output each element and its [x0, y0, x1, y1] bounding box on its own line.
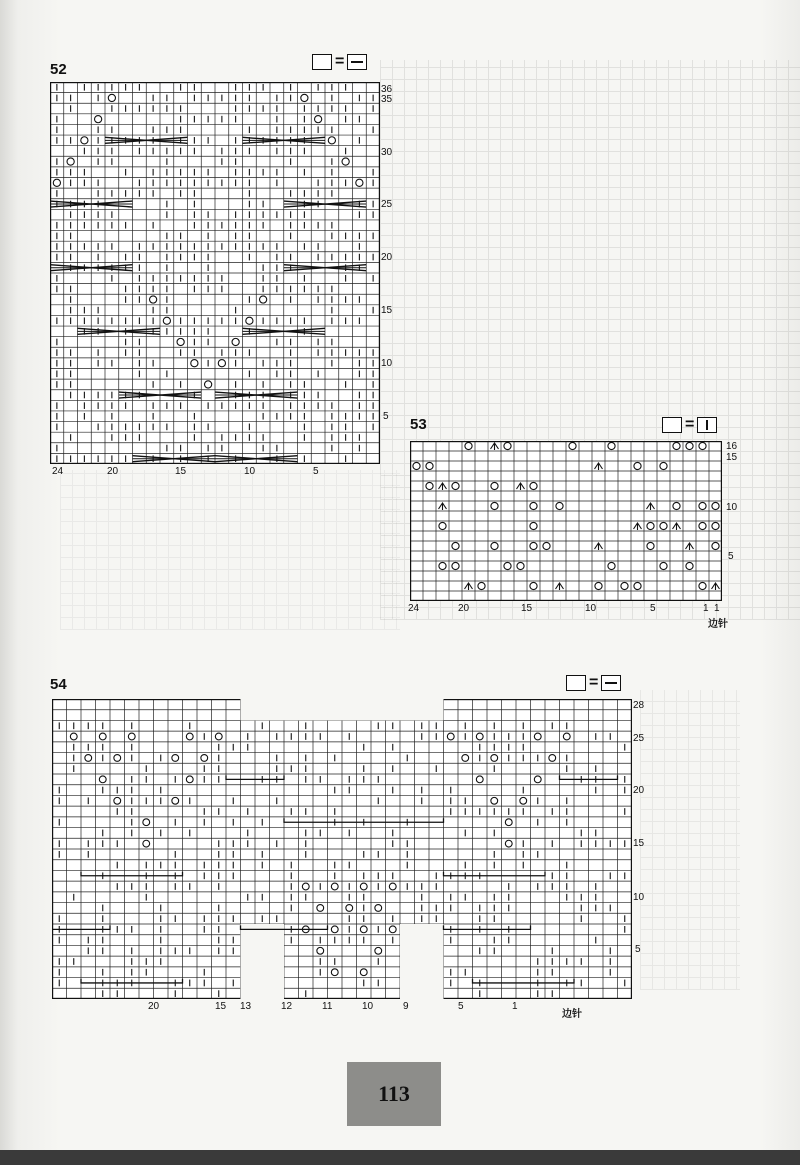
yarn-over-circle	[331, 969, 338, 976]
yarn-over-circle	[491, 502, 498, 509]
yarn-over-circle	[452, 562, 459, 569]
yarn-over-circle	[699, 522, 706, 529]
stitch-tick: 20	[458, 603, 470, 614]
chart-52-grid	[50, 82, 380, 464]
yarn-over-circle	[549, 755, 556, 762]
yarn-over-circle	[505, 819, 512, 826]
yarn-over-circle	[608, 562, 615, 569]
yarn-over-circle	[476, 776, 483, 783]
yarn-over-circle	[563, 733, 570, 740]
yarn-over-circle	[95, 116, 102, 123]
row-tick: 15	[726, 452, 738, 463]
legend-purl-symbol	[347, 54, 367, 70]
yarn-over-circle	[647, 542, 654, 549]
yarn-over-circle	[360, 883, 367, 890]
stitch-tick: 11	[322, 1001, 333, 1012]
yarn-over-circle	[260, 296, 267, 303]
yarn-over-circle	[699, 442, 706, 449]
yarn-over-circle	[426, 482, 433, 489]
show-through-grid	[640, 690, 740, 990]
stitch-tick: 24	[408, 603, 420, 614]
yarn-over-circle	[317, 905, 324, 912]
yarn-over-circle	[530, 482, 537, 489]
yarn-over-circle	[328, 137, 335, 144]
yarn-over-circle	[302, 883, 309, 890]
row-tick: 5	[383, 411, 389, 422]
yarn-over-circle	[346, 905, 353, 912]
yarn-over-circle	[150, 296, 157, 303]
yarn-over-circle	[301, 94, 308, 101]
stitch-tick: 10	[244, 466, 256, 477]
stitch-tick: 15	[175, 466, 187, 477]
row-tick: 10	[726, 502, 738, 513]
chart-53-legend	[662, 416, 717, 434]
chart-53-grid	[410, 441, 722, 601]
stitch-tick: 10	[362, 1001, 374, 1012]
yarn-over-circle	[534, 776, 541, 783]
yarn-over-circle	[673, 502, 680, 509]
chart-54-legend	[566, 674, 621, 692]
yarn-over-circle	[447, 733, 454, 740]
row-tick: 35	[381, 94, 393, 105]
yarn-over-circle	[128, 733, 135, 740]
yarn-over-circle	[621, 582, 628, 589]
yarn-over-circle	[108, 94, 115, 101]
yarn-over-circle	[504, 562, 511, 569]
yarn-over-circle	[517, 562, 524, 569]
row-tick: 10	[633, 892, 645, 903]
yarn-over-circle	[205, 381, 212, 388]
stitch-tick: 12	[281, 1001, 293, 1012]
yarn-over-circle	[331, 926, 338, 933]
stitch-tick: 20	[107, 466, 119, 477]
legend-empty-square	[662, 417, 682, 433]
yarn-over-circle	[712, 542, 719, 549]
yarn-over-circle	[712, 522, 719, 529]
chart-54-grid	[52, 699, 632, 999]
yarn-over-circle	[389, 926, 396, 933]
yarn-over-circle	[686, 442, 693, 449]
yarn-over-circle	[360, 969, 367, 976]
row-tick: 36	[381, 84, 393, 95]
edge-stitch-label: 边针	[562, 1009, 582, 1020]
stitch-tick: 1	[512, 1001, 518, 1012]
yarn-over-circle	[315, 116, 322, 123]
yarn-over-circle	[342, 158, 349, 165]
yarn-over-circle	[143, 840, 150, 847]
yarn-over-circle	[505, 840, 512, 847]
yarn-over-circle	[186, 733, 193, 740]
row-tick: 28	[633, 700, 645, 711]
yarn-over-circle	[452, 482, 459, 489]
stitch-tick: 10	[585, 603, 597, 614]
yarn-over-circle	[452, 542, 459, 549]
page-number-badge	[347, 1062, 441, 1126]
row-tick: 15	[633, 838, 645, 849]
yarn-over-circle	[712, 502, 719, 509]
yarn-over-circle	[491, 755, 498, 762]
row-tick: 20	[381, 252, 393, 263]
yarn-over-circle	[660, 462, 667, 469]
chart-54-title: 54	[50, 676, 67, 693]
row-tick: 25	[633, 733, 645, 744]
yarn-over-circle	[608, 442, 615, 449]
yarn-over-circle	[81, 137, 88, 144]
yarn-over-circle	[215, 733, 222, 740]
yarn-over-circle	[543, 542, 550, 549]
yarn-over-circle	[389, 883, 396, 890]
yarn-over-circle	[491, 482, 498, 489]
yarn-over-circle	[530, 522, 537, 529]
stitch-tick: 5	[458, 1001, 464, 1012]
row-tick: 10	[381, 358, 393, 369]
yarn-over-circle	[70, 733, 77, 740]
stitch-tick: 9	[403, 1001, 409, 1012]
row-tick: 30	[381, 147, 393, 158]
legend-knit-symbol	[697, 417, 717, 433]
yarn-over-circle	[114, 797, 121, 804]
yarn-over-circle	[85, 755, 92, 762]
yarn-over-circle	[246, 317, 253, 324]
row-tick: 25	[381, 199, 393, 210]
yarn-over-circle	[413, 462, 420, 469]
grid-lines	[52, 699, 632, 999]
yarn-over-circle	[143, 819, 150, 826]
yarn-over-circle	[476, 733, 483, 740]
row-tick: 5	[635, 944, 641, 955]
stitch-tick: 5	[650, 603, 656, 614]
legend-empty-square	[566, 675, 586, 691]
yarn-over-circle	[218, 360, 225, 367]
yarn-over-circle	[114, 755, 121, 762]
yarn-over-circle	[634, 582, 641, 589]
yarn-over-circle	[530, 502, 537, 509]
yarn-over-circle	[556, 502, 563, 509]
scan-edge	[0, 1150, 800, 1165]
show-through-grid	[60, 470, 400, 630]
yarn-over-circle	[673, 442, 680, 449]
yarn-over-circle	[191, 360, 198, 367]
grid-notch	[400, 924, 444, 999]
chart-52-title: 52	[50, 61, 67, 78]
legend-purl-symbol	[601, 675, 621, 691]
yarn-over-circle	[375, 947, 382, 954]
yarn-over-circle	[201, 755, 208, 762]
yarn-over-circle	[534, 733, 541, 740]
legend-equals: =	[589, 674, 599, 691]
yarn-over-circle	[186, 776, 193, 783]
yarn-over-circle	[172, 755, 179, 762]
row-tick: 15	[381, 305, 393, 316]
yarn-over-circle	[439, 522, 446, 529]
yarn-over-circle	[530, 542, 537, 549]
yarn-over-circle	[462, 755, 469, 762]
grid-notch	[241, 924, 285, 999]
page-number: 113	[378, 1081, 410, 1106]
chart-53-title: 53	[410, 416, 427, 433]
yarn-over-circle	[478, 582, 485, 589]
yarn-over-circle	[530, 582, 537, 589]
stitch-tick: 5	[313, 466, 319, 477]
yarn-over-circle	[491, 542, 498, 549]
yarn-over-circle	[99, 776, 106, 783]
yarn-over-circle	[699, 582, 706, 589]
row-tick: 16	[726, 441, 738, 452]
legend-equals: =	[685, 416, 695, 433]
stitch-tick: 20	[148, 1001, 160, 1012]
yarn-over-circle	[504, 442, 511, 449]
yarn-over-circle	[232, 338, 239, 345]
yarn-over-circle	[356, 179, 363, 186]
yarn-over-circle	[634, 462, 641, 469]
yarn-over-circle	[660, 522, 667, 529]
yarn-over-circle	[172, 797, 179, 804]
yarn-over-circle	[660, 562, 667, 569]
yarn-over-circle	[317, 947, 324, 954]
yarn-over-circle	[569, 442, 576, 449]
edge-stitch-label: 边针	[708, 619, 728, 630]
yarn-over-circle	[465, 442, 472, 449]
yarn-over-circle	[331, 883, 338, 890]
yarn-over-circle	[520, 797, 527, 804]
stitch-tick: 15	[215, 1001, 227, 1012]
stitch-tick: 13	[240, 1001, 252, 1012]
row-tick: 20	[633, 785, 645, 796]
yarn-over-circle	[426, 462, 433, 469]
yarn-over-circle	[375, 905, 382, 912]
yarn-over-circle	[163, 317, 170, 324]
yarn-over-circle	[439, 562, 446, 569]
yarn-over-circle	[360, 926, 367, 933]
yarn-over-circle	[177, 338, 184, 345]
yarn-over-circle	[99, 733, 106, 740]
row-tick: 5	[728, 551, 734, 562]
legend-empty-square	[312, 54, 332, 70]
grid-notch	[284, 699, 400, 710]
yarn-over-circle	[686, 562, 693, 569]
yarn-over-circle	[595, 582, 602, 589]
yarn-over-circle	[647, 522, 654, 529]
stitch-tick: 1	[703, 603, 709, 614]
yarn-over-circle	[491, 797, 498, 804]
yarn-over-circle	[53, 179, 60, 186]
stitch-tick: 24	[52, 466, 64, 477]
yarn-over-circle	[699, 502, 706, 509]
stitch-tick: 1	[714, 603, 720, 614]
yarn-over-circle	[67, 158, 74, 165]
stitch-tick: 15	[521, 603, 533, 614]
chart-52-legend	[312, 53, 367, 71]
legend-equals: =	[335, 53, 345, 70]
